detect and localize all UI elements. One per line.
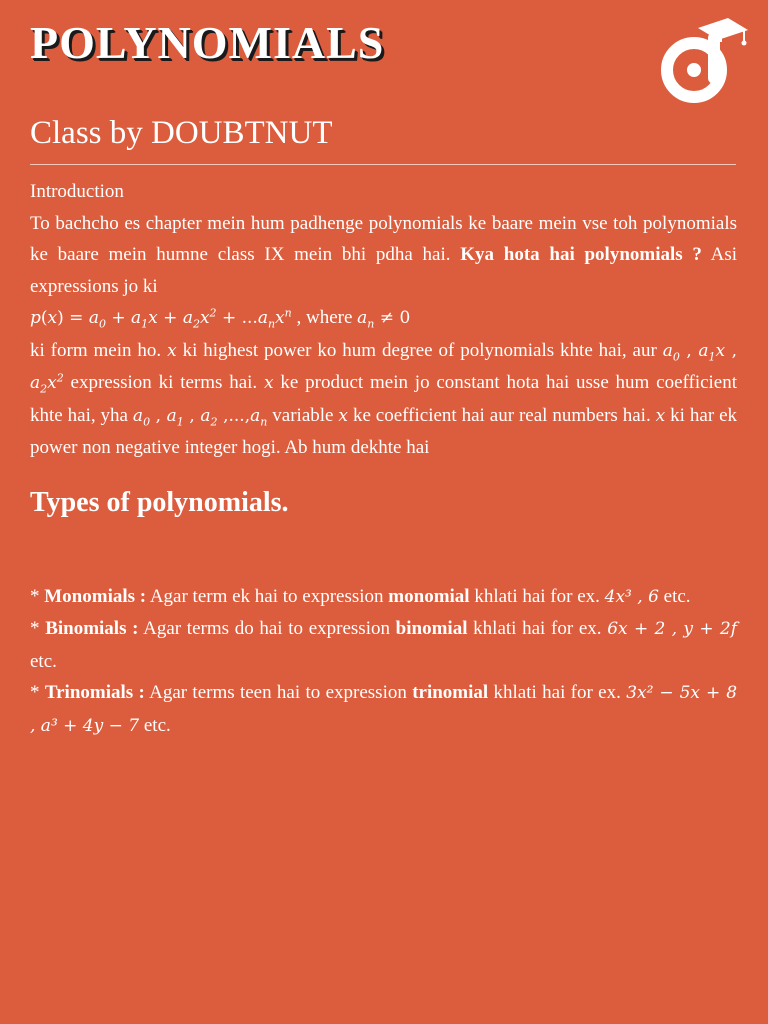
bullet-star: * bbox=[30, 682, 40, 703]
definition-text-a: ki form mein ho. bbox=[30, 339, 162, 361]
intro-paragraph bbox=[30, 208, 737, 303]
intro-text: To bachcho es chapter mein hum padhenge polynomials ke baare mein vse toh polynomials ke baare mein humne class IX mein bhi pdha hai. bbox=[30, 212, 737, 265]
page-subtitle: Class by DOUBTNUT bbox=[30, 115, 333, 151]
formula-where: , where bbox=[296, 307, 353, 328]
formula-expression: $p(x) = a_0 + a_1x + a_2x^2 + ...a_nx^n$ bbox=[30, 306, 292, 331]
type-suffix: etc. bbox=[30, 650, 57, 672]
type-suffix: etc. bbox=[143, 714, 171, 736]
content-area bbox=[30, 176, 737, 742]
list-item bbox=[30, 677, 737, 742]
variable-x: x bbox=[338, 405, 348, 426]
doubtnut-logo-icon[interactable] bbox=[658, 16, 750, 104]
type-keyword: monomial bbox=[388, 585, 470, 607]
definition-text-g: ki har ek power non negative integer hogi. Ab hum dekhte hai bbox=[30, 404, 738, 458]
type-tail: khlati hai for ex. bbox=[474, 585, 600, 607]
variable-x: x bbox=[655, 405, 666, 426]
header-divider bbox=[30, 164, 736, 165]
types-heading: Types of polynomials. bbox=[30, 486, 289, 518]
bullet-star: * bbox=[30, 585, 40, 607]
type-description: Agar terms do hai to expression bbox=[143, 618, 390, 639]
type-example: 3x² − 5x + 8 , a³ + 4y − 7 bbox=[30, 683, 738, 736]
terms-expression: $a_0$ , $a_1x$ , $a_2x^2$ bbox=[30, 340, 738, 396]
intro-question: Kya hota hai polynomials ? bbox=[460, 244, 702, 265]
type-description: Agar terms teen hai to expression bbox=[149, 682, 407, 703]
bullet-star: * bbox=[30, 618, 40, 639]
types-list bbox=[30, 581, 737, 743]
type-name: Binomials : bbox=[45, 618, 139, 639]
definition-text-d: ke product mein jo constant hota hai usse hum coefficient khte hai, yha bbox=[30, 372, 738, 426]
type-example: 4x³ , 6 bbox=[604, 586, 659, 607]
formula-condition: $a_n \ne 0$ bbox=[357, 308, 411, 331]
definition-text-b: ki highest power ko hum degree of polynomials khte hai, aur bbox=[182, 339, 657, 361]
type-name: Trinomials : bbox=[44, 682, 145, 703]
intro-tail: Asi expressions jo ki bbox=[30, 244, 737, 297]
intro-heading: Introduction bbox=[30, 181, 124, 202]
type-tail: khlati hai for ex. bbox=[473, 618, 602, 639]
definition-text-f: ke coefficient hai aur real numbers hai. bbox=[352, 404, 651, 426]
list-item bbox=[30, 581, 737, 614]
type-name: Monomials : bbox=[44, 585, 147, 607]
definition-text-c: expression ki terms hai. bbox=[70, 372, 258, 393]
type-example: 6x + 2 , y + 2f bbox=[607, 619, 738, 639]
page-title: POLYNOMIALS bbox=[30, 17, 385, 68]
type-keyword: trinomial bbox=[412, 682, 489, 703]
variable-x: x bbox=[167, 340, 177, 361]
list-item bbox=[30, 613, 737, 677]
polynomial-formula bbox=[30, 302, 737, 335]
coefficients-expression: $a_0$ , $a_1$ , $a_2$ $,...,a_n$ bbox=[132, 405, 268, 428]
type-suffix: etc. bbox=[663, 585, 691, 607]
definition-text-e: variable bbox=[272, 404, 334, 426]
type-tail: khlati hai for ex. bbox=[493, 682, 621, 703]
type-keyword: binomial bbox=[395, 618, 468, 639]
type-description: Agar term ek hai to expression bbox=[149, 585, 384, 607]
variable-x: x bbox=[264, 373, 274, 393]
definition-paragraph bbox=[30, 335, 737, 464]
